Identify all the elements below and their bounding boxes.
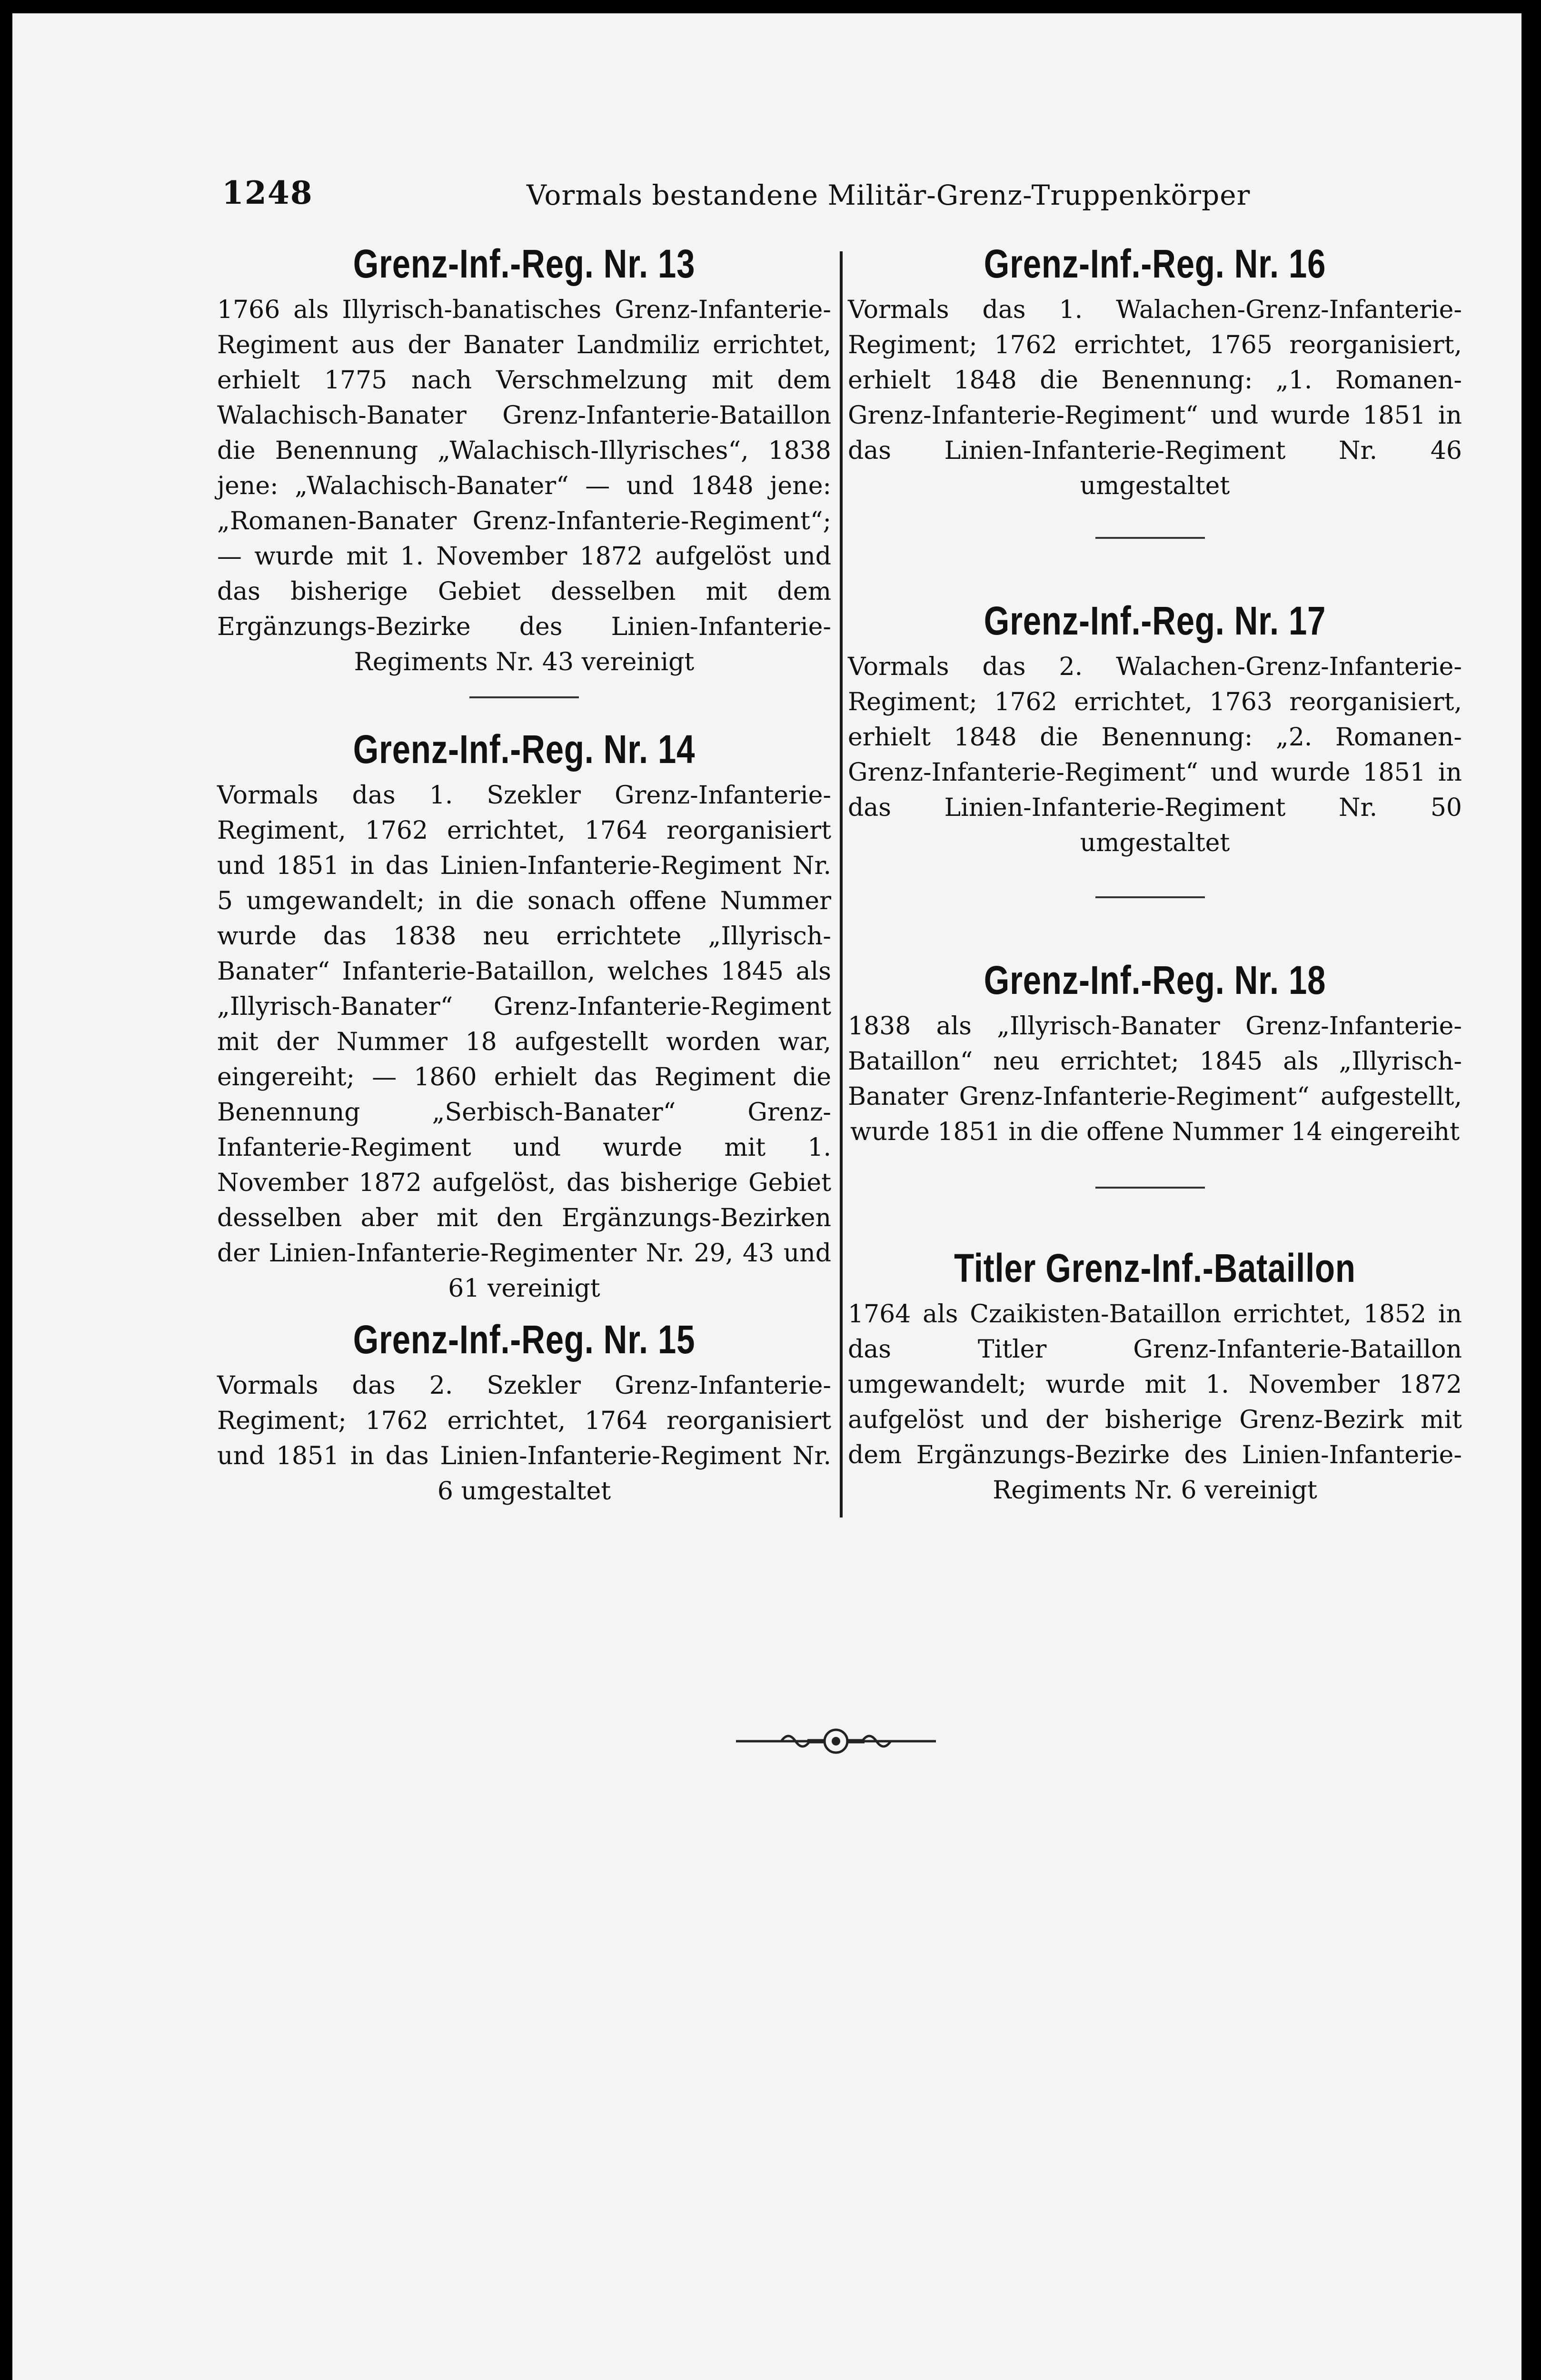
- section-heading: Grenz-Inf.-Reg. Nr. 13: [353, 241, 696, 286]
- end-ornament-icon: [736, 1715, 936, 1767]
- section-heading: Grenz-Inf.-Reg. Nr. 14: [353, 727, 696, 772]
- section-separator: [1095, 896, 1205, 898]
- section-body: Vormals das 2. Walachen-Grenz-Infanterie-Regiment; 1762 errichtet, 1763 reorganisiert, erhielt 1848 die Benennung: „2. Romanen-Grenz-Infanterie-Regiment“ und wurde 1851 in das Linien-Infanterie-Regiment Nr. 50 umgestaltet: [848, 653, 1462, 858]
- section-separator: [1095, 1187, 1205, 1189]
- page-header: [203, 165, 1498, 217]
- section-reg-14: [217, 727, 831, 1306]
- section-reg-17: [848, 599, 1462, 861]
- section-heading: Grenz-Inf.-Reg. Nr. 15: [353, 1317, 696, 1362]
- section-reg-16: [848, 242, 1462, 504]
- column-divider: [840, 251, 843, 1517]
- section-titler-bataillon: [848, 1246, 1462, 1508]
- running-title: Vormals bestandene Militär-Grenz-Truppenkörper: [527, 179, 1251, 211]
- section-body: Vormals das 1. Szekler Grenz-Infanterie-Regiment, 1762 errichtet, 1764 reorganisiert und 1851 in das Linien-Infanterie-Regiment Nr. 5 umgewandelt; in die sonach offene Nummer wurde das 1838 neu errichtete „Illyrisch-Banater“ Infanterie-Bataillon, welches 1845 als „Illyrisch-Banater“ Grenz-Infanterie-Regiment mit der Nummer 18 aufgestellt worden war, eingereiht; — 1860 erhielt das Regiment die Benennung „Serbisch-Banater“ Grenz-Infanterie-Regiment und wurde mit 1. November 1872 aufgelöst, das bisherige Gebiet desselben aber mit den Ergänzungs-Bezirken der Linien-Infanterie-Regimenter Nr. 29, 43 und 61 vereinigt: [217, 781, 831, 1303]
- section-body: 1838 als „Illyrisch-Banater Grenz-Infanterie-Bataillon“ neu errichtet; 1845 als „Illyrisch-Banater Grenz-Infanterie-Regiment“ aufgestellt, wurde 1851 in die offene Nummer 14 eingereiht: [848, 1012, 1462, 1147]
- section-separator: [469, 696, 579, 698]
- section-body: 1764 als Czaikisten-Bataillon errichtet, 1852 in das Titler Grenz-Infanterie-Bataillon umgewandelt; wurde mit 1. November 1872 aufgelöst und der bisherige Grenz-Bezirk mit dem Ergänzungs-Bezirke des Linien-Infanterie-Regiments Nr. 6 vereinigt: [848, 1300, 1462, 1505]
- section-heading: Grenz-Inf.-Reg. Nr. 17: [984, 598, 1326, 643]
- section-heading: Titler Grenz-Inf.-Bataillon: [954, 1246, 1356, 1290]
- page-number: 1248: [222, 174, 313, 211]
- page: [12, 13, 1521, 2380]
- section-heading: Grenz-Inf.-Reg. Nr. 18: [984, 958, 1326, 1002]
- section-reg-18: [848, 958, 1462, 1150]
- section-heading: Grenz-Inf.-Reg. Nr. 16: [984, 241, 1326, 286]
- section-body: 1766 als Illyrisch-banatisches Grenz-Infanterie-Regiment aus der Banater Landmiliz errichtet, erhielt 1775 nach Verschmelzung mit dem Walachisch-Banater Grenz-Infanterie-Bataillon die Benennung „Walachisch-Illyrisches“, 1838 jene: „Walachisch-Banater“ — und 1848 jene: „Romanen-Banater Grenz-Infanterie-Regiment“; — wurde mit 1. November 1872 aufgelöst und das bisherige Gebiet desselben mit dem Ergänzungs-Bezirke des Linien-Infanterie-Regiments Nr. 43 vereinigt: [217, 296, 831, 677]
- section-reg-15: [217, 1318, 831, 1509]
- section-separator: [1095, 537, 1205, 539]
- section-reg-13: [217, 242, 831, 680]
- section-body: Vormals das 2. Szekler Grenz-Infanterie-Regiment; 1762 errichtet, 1764 reorganisiert und 1851 in das Linien-Infanterie-Regiment Nr. 6 umgestaltet: [217, 1371, 831, 1506]
- section-body: Vormals das 1. Walachen-Grenz-Infanterie-Regiment; 1762 errichtet, 1765 reorganisiert, erhielt 1848 die Benennung: „1. Romanen-Grenz-Infanterie-Regiment“ und wurde 1851 in das Linien-Infanterie-Regiment Nr. 46 umgestaltet: [848, 296, 1462, 501]
